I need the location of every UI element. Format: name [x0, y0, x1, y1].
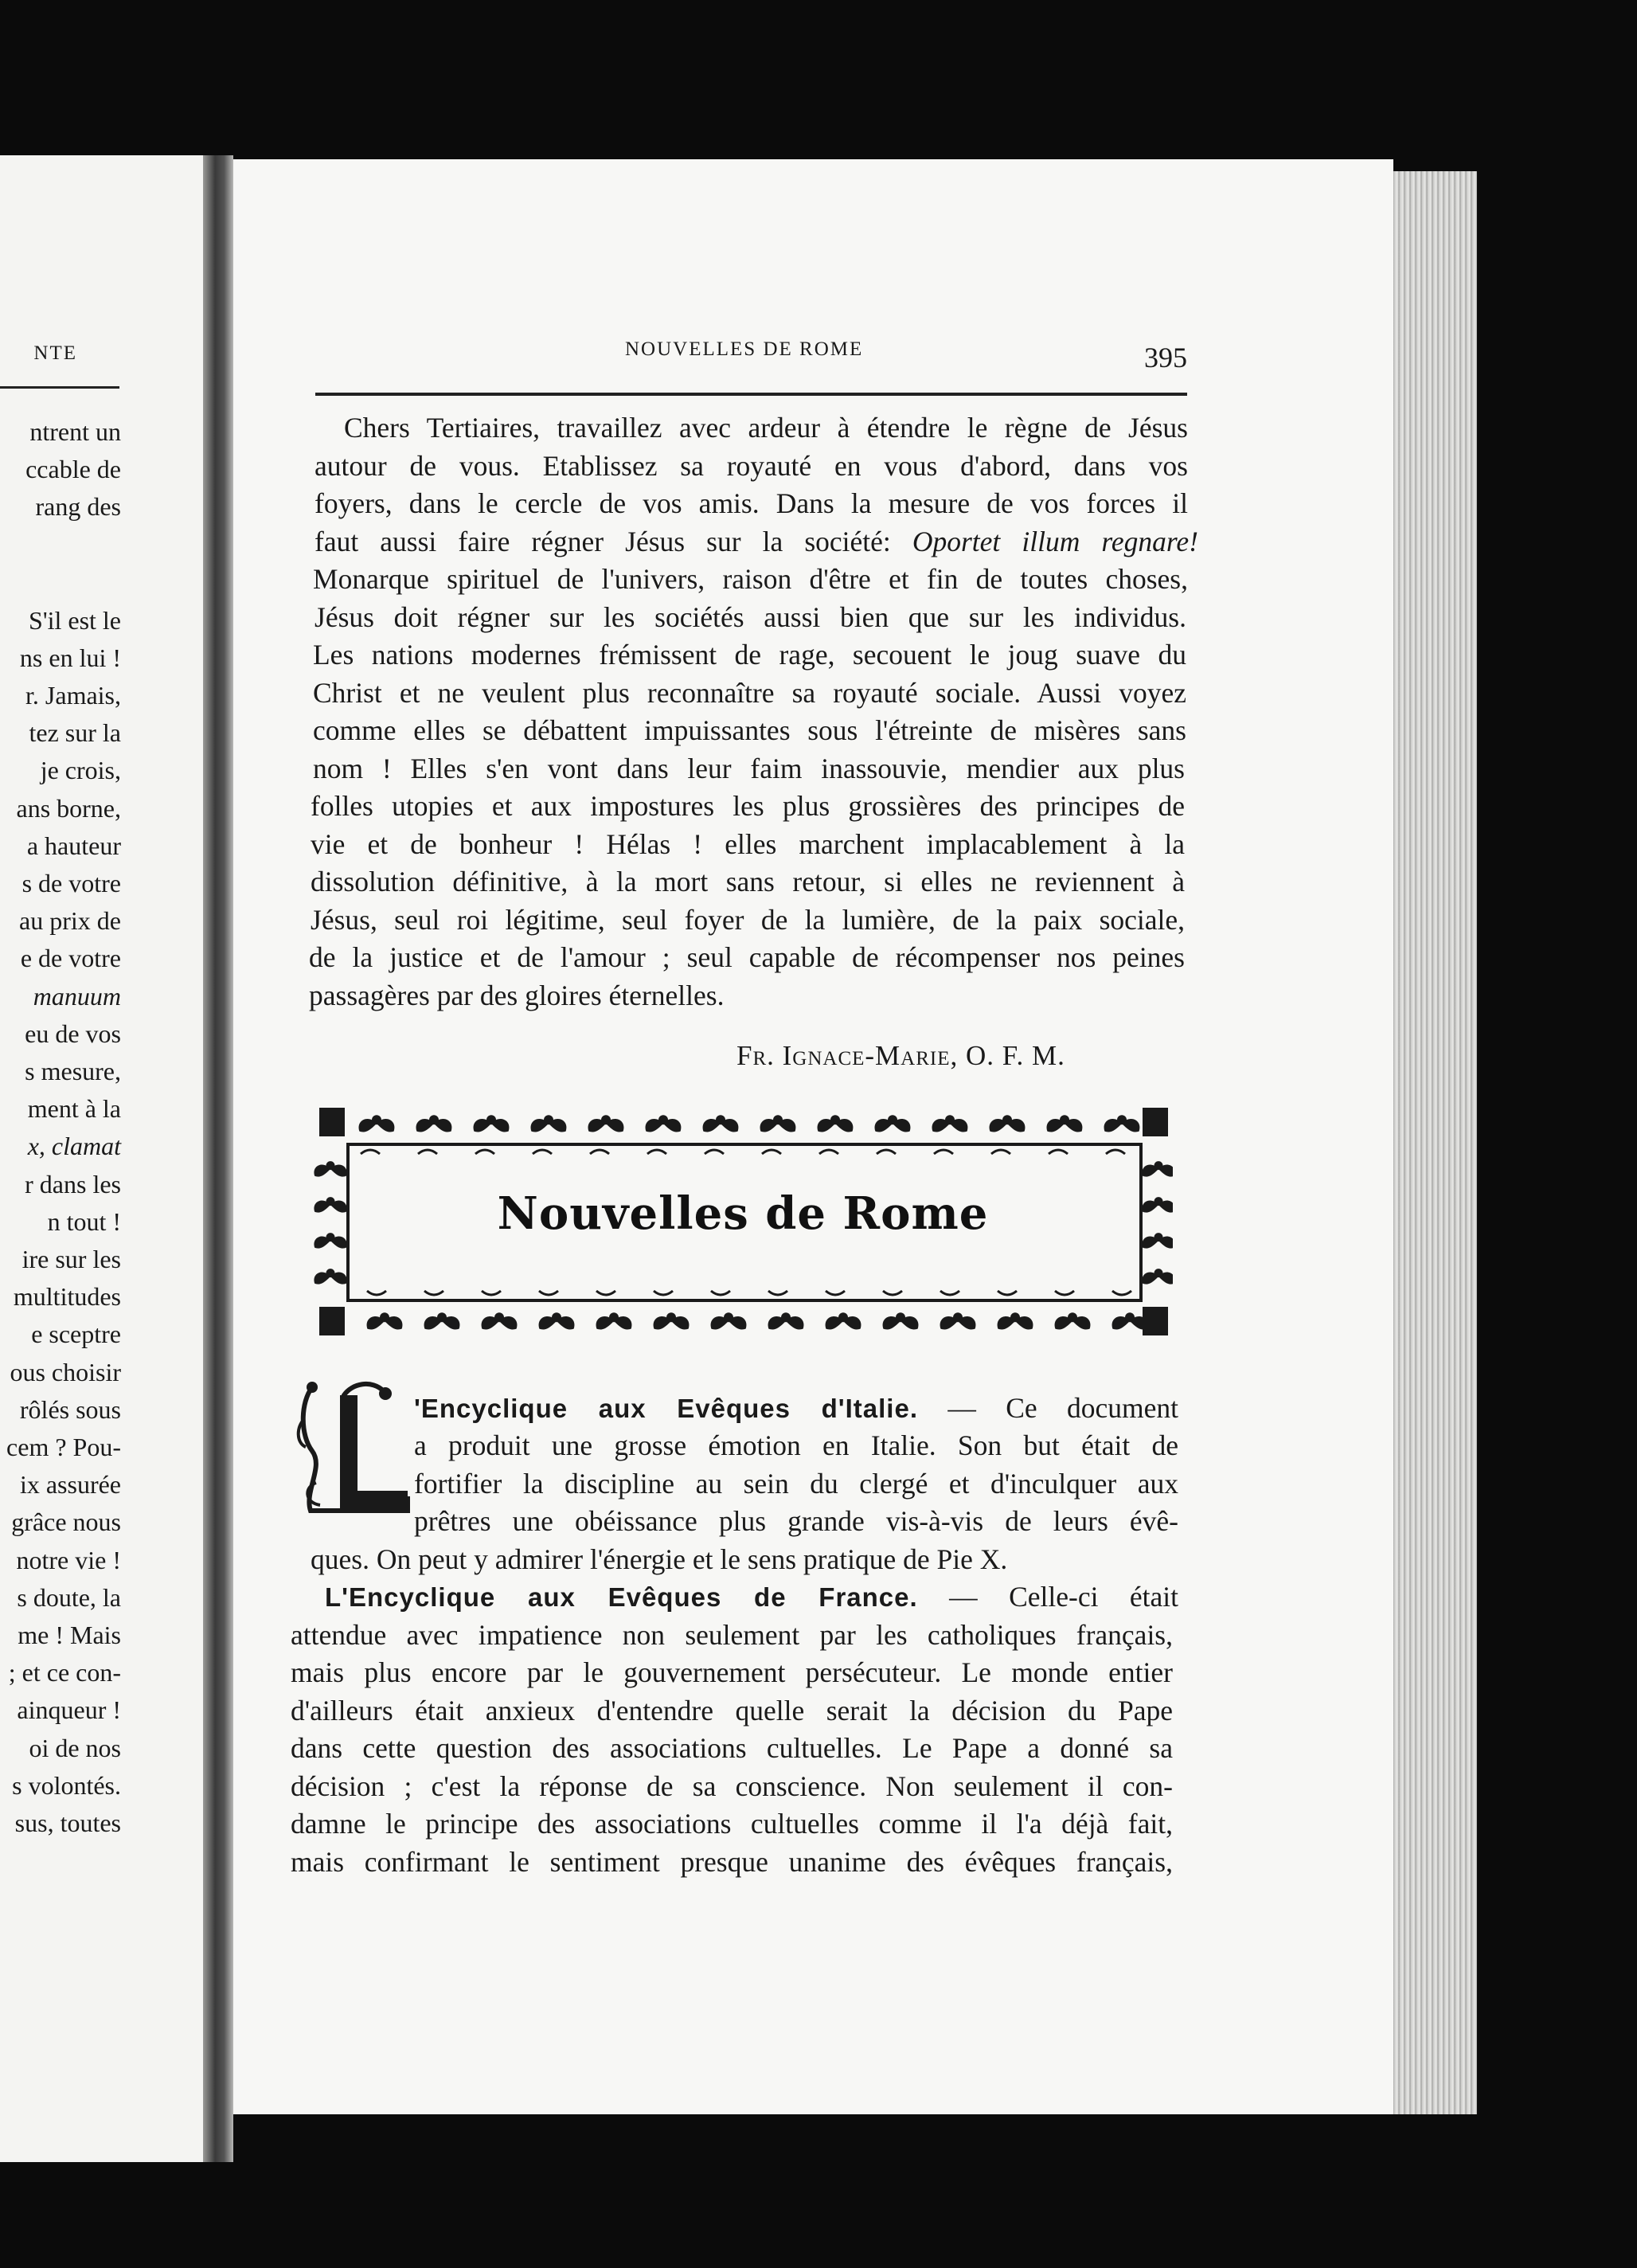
- text-line: dissolution définitive, à la mort sans retour, si elles ne reviennent à: [311, 866, 1185, 897]
- text-line: autour de vous. Etablissez sa royauté en vous d'abord, dans vos: [315, 449, 1188, 482]
- left-running-header: NTE: [33, 342, 77, 364]
- text-line: Jésus, seul roi légitime, seul foyer de la lumière, de la paix sociale,: [311, 903, 1185, 936]
- left-text-line: sus, toutes: [14, 1809, 121, 1837]
- left-text-line: rang des: [35, 492, 121, 522]
- book-gutter: [203, 155, 233, 2162]
- left-text-line: e sceptre: [31, 1320, 121, 1349]
- left-text-line: ans borne,: [16, 793, 121, 823]
- left-text-line: ix assurée: [19, 1470, 121, 1500]
- left-text-line: tez sur la: [29, 718, 121, 748]
- left-text-line: s doute, la: [17, 1582, 121, 1612]
- text-line: Monarque spirituel de l'univers, raison d'être et fin de toutes choses,: [313, 563, 1188, 595]
- text-line: ques. On peut y admirer l'énergie et le sens pratique de Pie X.: [311, 1543, 1008, 1575]
- left-text-line: s mesure,: [25, 1057, 121, 1085]
- section-heading-france: L'Encyclique aux Evêques de France.: [325, 1582, 918, 1612]
- signature: Fr. Ignace-Marie, O. F. M.: [736, 1040, 1065, 1071]
- left-text-line: multitudes: [13, 1282, 121, 1312]
- text-line: foyers, dans le cercle de vos amis. Dans la mesure de vos forces il: [315, 487, 1188, 519]
- page-edges: [1389, 171, 1477, 2114]
- text-line: folles utopies et aux impostures les plus grossières des principes de: [311, 790, 1185, 822]
- ornamental-banner: [313, 1101, 1173, 1344]
- text-line: Jésus doit régner sur les sociétés aussi bien que sur les individus.: [315, 600, 1186, 633]
- header-rule: [315, 393, 1187, 396]
- left-text-line: oi de nos: [29, 1733, 121, 1762]
- left-text-line: ous choisir: [10, 1357, 121, 1386]
- text-line: passagères par des gloires éternelles.: [309, 979, 725, 1011]
- text-line: [315, 526, 1198, 557]
- text-line: damne le principe des associations cultuelles comme il l'a déjà fait,: [291, 1808, 1173, 1840]
- left-text-line: rôlés sous: [19, 1394, 121, 1424]
- left-text-line: je crois,: [40, 756, 121, 785]
- left-text-line: n tout !: [47, 1206, 121, 1236]
- left-text-line: au prix de: [19, 906, 121, 936]
- left-text-line: cem ? Pou-: [6, 1433, 121, 1461]
- left-text-line: S'il est le: [29, 605, 121, 635]
- left-text-line: eu de vos: [25, 1019, 121, 1048]
- page-number: 395: [1144, 342, 1187, 373]
- left-text-line: ccable de: [25, 455, 121, 484]
- left-text-line: grâce nous: [11, 1507, 121, 1537]
- left-text-line: e de votre: [20, 944, 121, 973]
- left-text-line: s volontés.: [12, 1770, 121, 1800]
- text-line: mais confirmant le sentiment presque unanime des évêques français,: [291, 1845, 1173, 1878]
- left-text-line: ntrent un: [29, 417, 121, 446]
- text-line: d'ailleurs était anxieux d'entendre quelle serait la décision du Pape: [291, 1694, 1173, 1726]
- left-text-line: me ! Mais: [18, 1621, 121, 1649]
- left-text-line: manuum: [33, 981, 121, 1011]
- text-line: [325, 1581, 1178, 1613]
- text-line: nom ! Elles s'en vont dans leur faim inassouvie, mendier aux plus: [313, 752, 1185, 784]
- latin-quote: Oportet illum regnare!: [912, 525, 1198, 557]
- left-text-line: notre vie !: [16, 1545, 121, 1574]
- text-line: fortifier la discipline au sein du clergé et d'inculquer aux: [414, 1467, 1178, 1500]
- left-text-line: r. Jamais,: [25, 681, 121, 710]
- running-header: NOUVELLES DE ROME: [625, 338, 864, 360]
- section-title: Nouvelles de Rome: [497, 1187, 989, 1240]
- left-text-line: ment à la: [27, 1094, 121, 1124]
- left-text-line: x, clamat: [27, 1132, 121, 1161]
- text-line: comme elles se débattent impuissantes sous l'étreinte de misères sans: [313, 714, 1186, 746]
- left-header-rule: [0, 386, 119, 389]
- drop-cap-initial: [296, 1371, 416, 1523]
- left-text-line: a hauteur: [26, 831, 121, 860]
- text-line: dans cette question des associations cultuelles. Le Pape a donné sa: [291, 1732, 1173, 1764]
- text-span: faut aussi faire régner Jésus sur la société:: [315, 525, 891, 557]
- left-text-line: ; et ce con-: [8, 1658, 121, 1687]
- text-line: Christ et ne veulent plus reconnaître sa royauté sociale. Aussi voyez: [313, 676, 1186, 709]
- text-line: [414, 1392, 1178, 1425]
- text-line: mais plus encore par le gouvernement persécuteur. Le monde entier: [291, 1656, 1173, 1688]
- text-line: vie et de bonheur ! Hélas ! elles marchent implacablement à la: [311, 827, 1185, 860]
- text-span: — Ce document: [947, 1392, 1178, 1424]
- text-line: a produit une grosse émotion en Italie. Son but était de: [414, 1429, 1178, 1461]
- text-span: — Celle-ci était: [949, 1581, 1178, 1613]
- left-text-line: r dans les: [25, 1169, 121, 1199]
- left-text-line: ns en lui !: [19, 643, 121, 672]
- section-heading-italie: 'Encyclique aux Evêques d'Italie.: [414, 1394, 918, 1423]
- text-line: de la justice et de l'amour ; seul capable de récompenser nos peines: [309, 941, 1185, 973]
- text-line: prêtres une obéissance plus grande vis-à-vis de leurs évê-: [414, 1505, 1178, 1537]
- left-text-line: s de votre: [21, 869, 121, 897]
- drop-cap-flourish: [296, 1371, 416, 1523]
- text-line: Chers Tertiaires, travaillez avec ardeur à étendre le règne de Jésus: [344, 412, 1188, 444]
- text-line: décision ; c'est la réponse de sa conscience. Non seulement il con-: [291, 1769, 1173, 1802]
- left-text-line: ainqueur !: [17, 1695, 121, 1725]
- text-line: Les nations modernes frémissent de rage, secouent le joug suave du: [313, 639, 1186, 671]
- left-text-line: ire sur les: [21, 1245, 121, 1273]
- text-line: attendue avec impatience non seulement par les catholiques français,: [291, 1618, 1173, 1651]
